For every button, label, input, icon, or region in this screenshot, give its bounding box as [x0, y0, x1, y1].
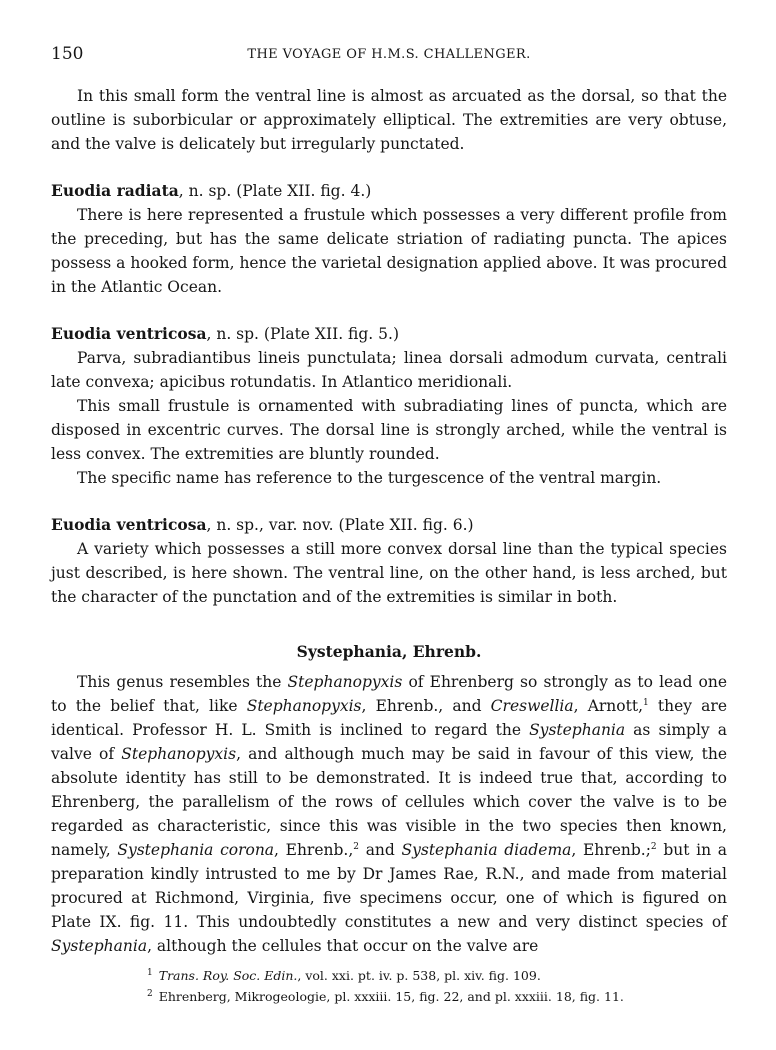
paragraph-radiata: There is here represented a frustule which possesses a very different profile from the preceding, but has the same delicate striation of radiating puncta. The apices possess a hooked form, hence the varietal designation applied above. It was procured in the Atlantic Ocean. [51, 206, 727, 296]
paragraph-ventricosa-name: The specific name has reference to the turgescence of the ventral margin. [77, 469, 662, 487]
footnote-1: $^1$ Trans. Roy. Soc. Edin., vol. xxi. pt. iv. p. 538, pl. xiv. fig. 109. [147, 968, 541, 984]
paragraph-latin-diagnosis: Parva, subradiantibus lineis punctulata; linea dorsali admodum curvata, centrali late convexa; apicibus rotundatis. In Atlantico meridionali. [51, 349, 727, 391]
heading-euodia-ventricosa: Euodia ventricosa, n. sp. (Plate XII. fig. 5.) [51, 324, 399, 343]
page-header [51, 44, 727, 68]
footnote-ref-2: 2 [353, 841, 360, 852]
page-body [51, 84, 727, 1006]
footnote-ref-2b: 2 [650, 841, 657, 852]
footnote-2: $^2$ Ehrenberg, Mikrogeologie, pl. xxxiii. 15, fig. 22, and pl. xxxiii. 18, fig. 11. [147, 989, 624, 1005]
heading-euodia-radiata: Euodia radiata, n. sp. (Plate XII. fig. 4.) [51, 181, 372, 200]
running-title: THE VOYAGE OF H.M.S. CHALLENGER. [247, 47, 531, 62]
paragraph-ventricosa-var: A variety which possesses a still more convex dorsal line than the typical species just described, is here shown. The ventral line, on the other hand, is less arched, but the character of the punctation and of the extremities is similar in both. [51, 540, 727, 606]
paragraph-systephania: This genus resembles the Stephanopyxis of Ehrenberg so strongly as to lead one to the belief that, like Stephanopyxis, Ehrenb., and Creswellia, Arnott,$^1$ they are identical. Professor H. L. Smith is inclined to regard the Systephania as simply a valve of Stephanopyxis, and although much may be said in favour of this view, the absolute identity has still to be demonstrated. It is indeed true that, according to Ehrenberg, the parallelism of the rows of cellules which cover the valve is to be regarded as characteristic, since this was visible in the two species then known, namely, Systephania corona, Ehrenb.,$^2$ and Systephania diadema, Ehrenb.;$^2$ but in a preparation kindly intrusted to me by Dr James Rae, R.N., and made from material procured at Richmond, Virginia, five specimens occur, one of which is figured on Plate IX. fig. 11. This undoubtedly constitutes a new and very distinct species of Systephania, although the cellules that occur on the valve are [51, 673, 728, 955]
page-number: 150 [51, 44, 84, 64]
heading-euodia-ventricosa-var: Euodia ventricosa, n. sp., var. nov. (Plate XII. fig. 6.) [51, 515, 474, 534]
paragraph-ventricosa-description: This small frustule is ornamented with subradiating lines of puncta, which are disposed in excentric curves. The dorsal line is strongly arched, while the ventral is less convex. The extremities are bluntly rounded. [51, 397, 727, 463]
section-title-systephania: Systephania, Ehrenb. [296, 642, 482, 661]
paragraph-intro: In this small form the ventral line is almost as arcuated as the dorsal, so that the outline is suborbicular or approximately elliptical. The extremities are very obtuse, and the valve is delicately but irregularly punctated. [51, 87, 727, 153]
footnote-ref-1: 1 [643, 697, 649, 708]
